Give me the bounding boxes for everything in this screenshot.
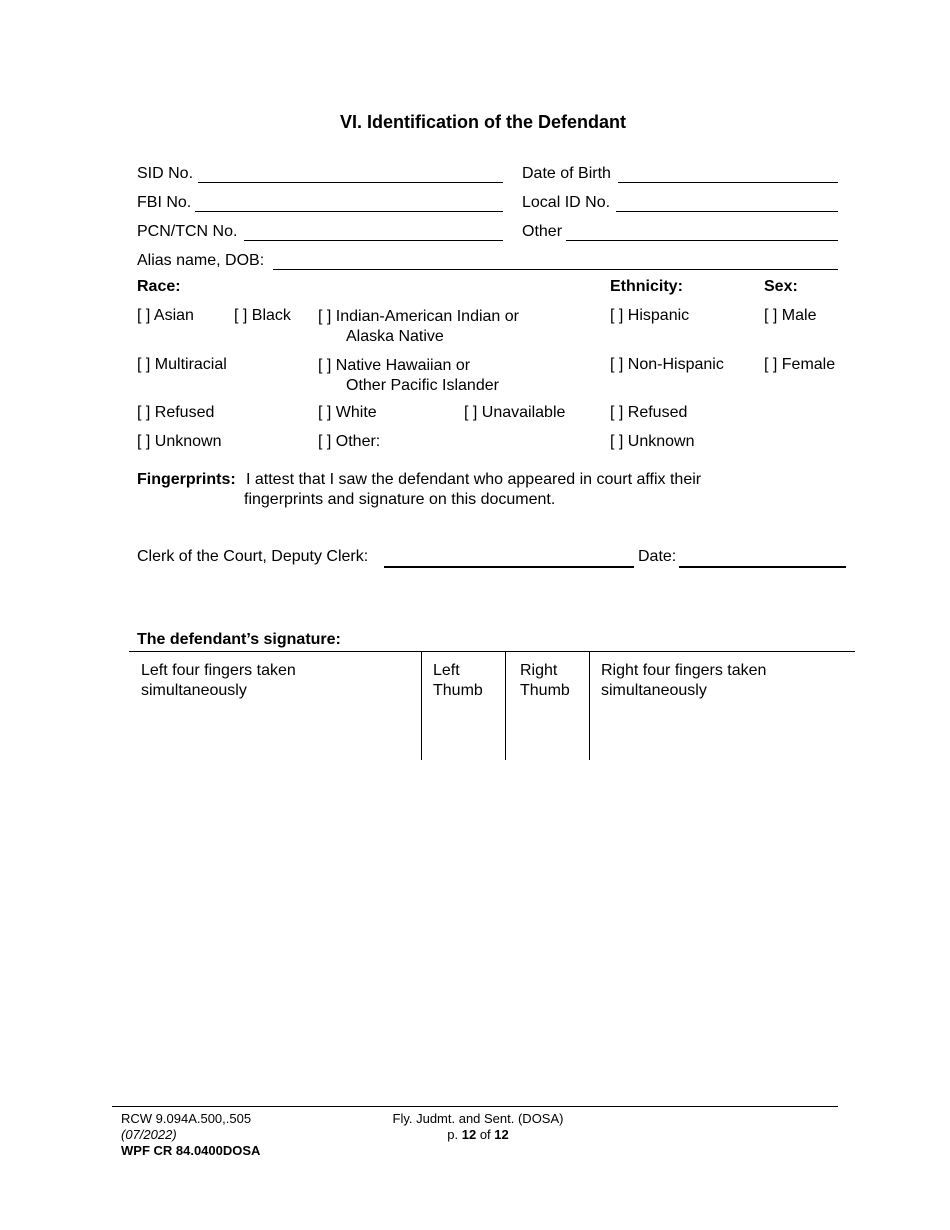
ethnicity-hispanic-checkbox[interactable]: [ ] Hispanic (610, 307, 690, 324)
race-white-checkbox[interactable]: [ ] White (318, 404, 377, 421)
race-indian-checkbox[interactable] (318, 307, 578, 347)
ethnicity-non-hispanic-checkbox[interactable]: [ ] Non-Hispanic (610, 356, 724, 373)
right-thumb-label: Right Thumb (520, 662, 570, 699)
other-id-label: Other (522, 223, 563, 240)
pcn-field[interactable] (244, 240, 503, 241)
left-four-fingers-cell[interactable] (129, 652, 421, 760)
race-hawaiian-checkbox[interactable] (318, 356, 578, 396)
right-four-fingers-label: Right four fingers taken simultaneously (601, 662, 767, 699)
footer-rcw: RCW 9.094A.500,.505 (121, 1111, 252, 1126)
left-thumb-cell[interactable] (421, 652, 505, 760)
dob-label: Date of Birth (522, 165, 611, 182)
right-four-fingers-cell[interactable] (589, 652, 855, 760)
clerk-signature-field[interactable] (384, 566, 634, 568)
page-title: VI. Identification of the Defendant (339, 112, 626, 132)
sid-label: SID No. (137, 165, 194, 182)
race-hawaiian-line1: [ ] Native Hawaiian or (318, 357, 471, 374)
fbi-label: FBI No. (137, 194, 192, 211)
alias-field[interactable] (273, 269, 838, 270)
local-id-field[interactable] (616, 211, 838, 212)
page-prefix: p. (447, 1127, 459, 1142)
race-multiracial-checkbox[interactable]: [ ] Multiracial (137, 356, 227, 373)
dob-field[interactable] (618, 182, 838, 183)
race-heading: Race: (137, 278, 181, 295)
clerk-date-label: Date: (638, 548, 677, 565)
race-black-checkbox[interactable]: [ ] Black (234, 307, 291, 324)
left-four-fingers-label: Left four fingers taken simultaneously (141, 662, 296, 699)
fingerprints-attest-line1: I attest that I saw the defendant who appeared in court affix their (246, 471, 702, 488)
fingerprints-label: Fingerprints: (137, 471, 236, 488)
race-indian-line2: Alaska Native (346, 328, 444, 345)
sex-male-checkbox[interactable]: [ ] Male (764, 307, 817, 324)
footer-doc-title: Fly. Judmt. and Sent. (DOSA) (392, 1111, 564, 1126)
fingerprints-attest-line2: fingerprints and signature on this document. (244, 491, 556, 508)
race-indian-line1: [ ] Indian-American Indian or (318, 308, 519, 325)
race-refused-checkbox[interactable]: [ ] Refused (137, 404, 215, 421)
defendant-signature-label: The defendant’s signature: (137, 631, 341, 648)
alias-label: Alias name, DOB: (137, 252, 265, 269)
footer-form-number: WPF CR 84.0400DOSA (121, 1143, 261, 1158)
ethnicity-heading: Ethnicity: (610, 278, 683, 295)
left-thumb-label: Left Thumb (433, 662, 483, 699)
ethnicity-refused-checkbox[interactable]: [ ] Refused (610, 404, 688, 421)
race-unknown-checkbox[interactable]: [ ] Unknown (137, 433, 222, 450)
page-current: 12 (461, 1127, 477, 1142)
footer-divider (112, 1106, 838, 1107)
clerk-label: Clerk of the Court, Deputy Clerk: (137, 548, 369, 565)
sex-female-checkbox[interactable]: [ ] Female (764, 356, 836, 373)
race-unavailable-checkbox[interactable]: [ ] Unavailable (464, 404, 566, 421)
sex-heading: Sex: (764, 278, 798, 295)
footer-date: (07/2022) (121, 1127, 177, 1142)
race-other-checkbox[interactable]: [ ] Other: (318, 433, 381, 450)
sid-field[interactable] (198, 182, 503, 183)
fbi-field[interactable] (195, 211, 503, 212)
right-thumb-cell[interactable] (505, 652, 589, 760)
page-of: of (479, 1127, 491, 1142)
race-hawaiian-line2: Other Pacific Islander (346, 377, 499, 394)
clerk-date-field[interactable] (679, 566, 846, 568)
local-id-label: Local ID No. (522, 194, 611, 211)
footer-page-number (353, 1127, 603, 1143)
fingerprint-table (129, 651, 855, 760)
race-asian-checkbox[interactable]: [ ] Asian (137, 307, 194, 324)
other-id-field[interactable] (566, 240, 838, 241)
pcn-label: PCN/TCN No. (137, 223, 238, 240)
page-total: 12 (494, 1127, 509, 1142)
ethnicity-unknown-checkbox[interactable]: [ ] Unknown (610, 433, 695, 450)
